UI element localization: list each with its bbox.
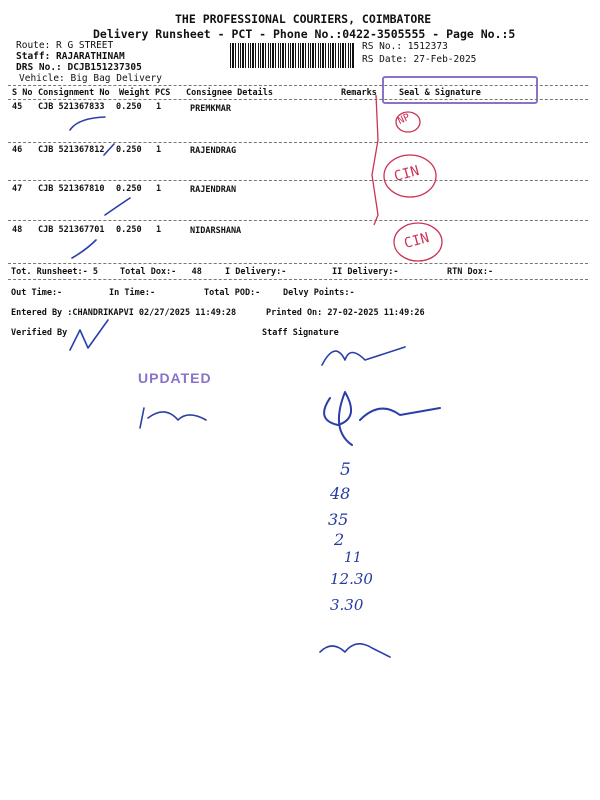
- drs-no: DRS No.: DCJB151237305: [16, 62, 142, 73]
- row-consignee: RAJENDRAG: [190, 146, 237, 156]
- remark-cin: CIN: [392, 162, 421, 186]
- totals-rule: [8, 279, 588, 280]
- remark-cin: CIN: [402, 229, 431, 253]
- rs-no: RS No.: 1512373: [362, 41, 448, 52]
- row-consignee: PREMKMAR: [190, 104, 231, 114]
- col-weight: Weight: [119, 88, 150, 98]
- printed-on: Printed On: 27-02-2025 11:49:26: [266, 308, 425, 318]
- remark-np: NP: [396, 111, 412, 128]
- row-weight: 0.250: [116, 145, 142, 155]
- hand-number: 11: [344, 550, 362, 566]
- route: Route: R G STREET: [16, 40, 114, 51]
- row-weight: 0.250: [116, 225, 142, 235]
- bottom-signature: [320, 644, 390, 657]
- table-bottom-rule: [8, 263, 588, 264]
- staff-signature: Staff Signature: [262, 328, 339, 338]
- hand-number: 5: [340, 460, 351, 480]
- entered-by: Entered By :CHANDRIKAPVI 02/27/2025 11:49:28: [11, 308, 237, 318]
- row-consignee: RAJENDRAN: [190, 185, 237, 195]
- col-consignee: Consignee Details: [186, 88, 273, 98]
- row-pcs: 1: [156, 225, 162, 235]
- row-consignment: CJB 521367701: [38, 225, 105, 235]
- large-signature: [324, 392, 440, 445]
- company-name: THE PROFESSIONAL COURIERS, COIMBATORE: [175, 12, 432, 26]
- staff-signature-scribble: [322, 347, 405, 365]
- updated-stamp: UPDATED: [138, 370, 212, 386]
- row-sno: 47: [12, 184, 23, 194]
- header-top-rule: [8, 85, 588, 86]
- updated-signature: [140, 408, 206, 428]
- row-consignee: NIDARSHANA: [190, 226, 242, 236]
- vehicle: Vehicle: Big Bag Delivery: [19, 73, 162, 84]
- total-dox: Total Dox:- 48: [120, 267, 202, 277]
- i-delivery: I Delivery:-: [225, 267, 287, 277]
- tick-mark: [70, 117, 105, 130]
- total-pod: Total POD:-: [204, 288, 261, 298]
- row-divider: [8, 142, 588, 143]
- col-consignment: Consignment No: [38, 88, 110, 98]
- row-pcs: 1: [156, 145, 162, 155]
- row-consignment: CJB 521367812: [38, 145, 105, 155]
- row-pcs: 1: [156, 102, 162, 112]
- row-consignment: CJB 521367810: [38, 184, 105, 194]
- verified-signature: [70, 320, 108, 350]
- hand-number: 35: [328, 510, 349, 529]
- row-sno: 45: [12, 102, 23, 112]
- staff: Staff: RAJARATHINAM: [16, 51, 125, 62]
- total-runsheet: Tot. Runsheet:- 5: [11, 267, 98, 277]
- col-seal: Seal & Signature: [399, 88, 481, 98]
- tick-mark: [105, 198, 130, 215]
- hand-number: 12.30: [330, 570, 373, 588]
- in-time: In Time:-: [109, 288, 156, 298]
- row-sno: 48: [12, 225, 23, 235]
- rtn-dox: RTN Dox:-: [447, 267, 494, 277]
- hand-number: 2: [334, 530, 345, 549]
- hand-number: 3.30: [330, 596, 364, 614]
- tick-mark: [104, 144, 114, 155]
- ii-delivery: II Delivery:-: [332, 267, 399, 277]
- row-divider: [8, 180, 588, 181]
- runsheet-subtitle: Delivery Runsheet - PCT - Phone No.:0422-3505555 - Page No.:5: [93, 27, 516, 41]
- row-sno: 46: [12, 145, 23, 155]
- tick-mark: [72, 240, 96, 258]
- row-consignment: CJB 521367833: [38, 102, 105, 112]
- row-divider: [8, 220, 588, 221]
- row-weight: 0.250: [116, 102, 142, 112]
- col-sno: S No: [12, 88, 33, 98]
- header-bottom-rule: [8, 99, 588, 100]
- row-weight: 0.250: [116, 184, 142, 194]
- out-time: Out Time:-: [11, 288, 63, 298]
- delvy-points: Delvy Points:-: [283, 288, 355, 298]
- col-pcs: PCS: [155, 88, 171, 98]
- row-pcs: 1: [156, 184, 162, 194]
- barcode: [230, 43, 355, 68]
- rs-date: RS Date: 27-Feb-2025: [362, 54, 477, 65]
- col-remarks: Remarks: [341, 88, 377, 98]
- verified-by: Verified By: [11, 328, 68, 338]
- hand-number: 48: [330, 484, 351, 503]
- remark-bracket: [372, 95, 378, 225]
